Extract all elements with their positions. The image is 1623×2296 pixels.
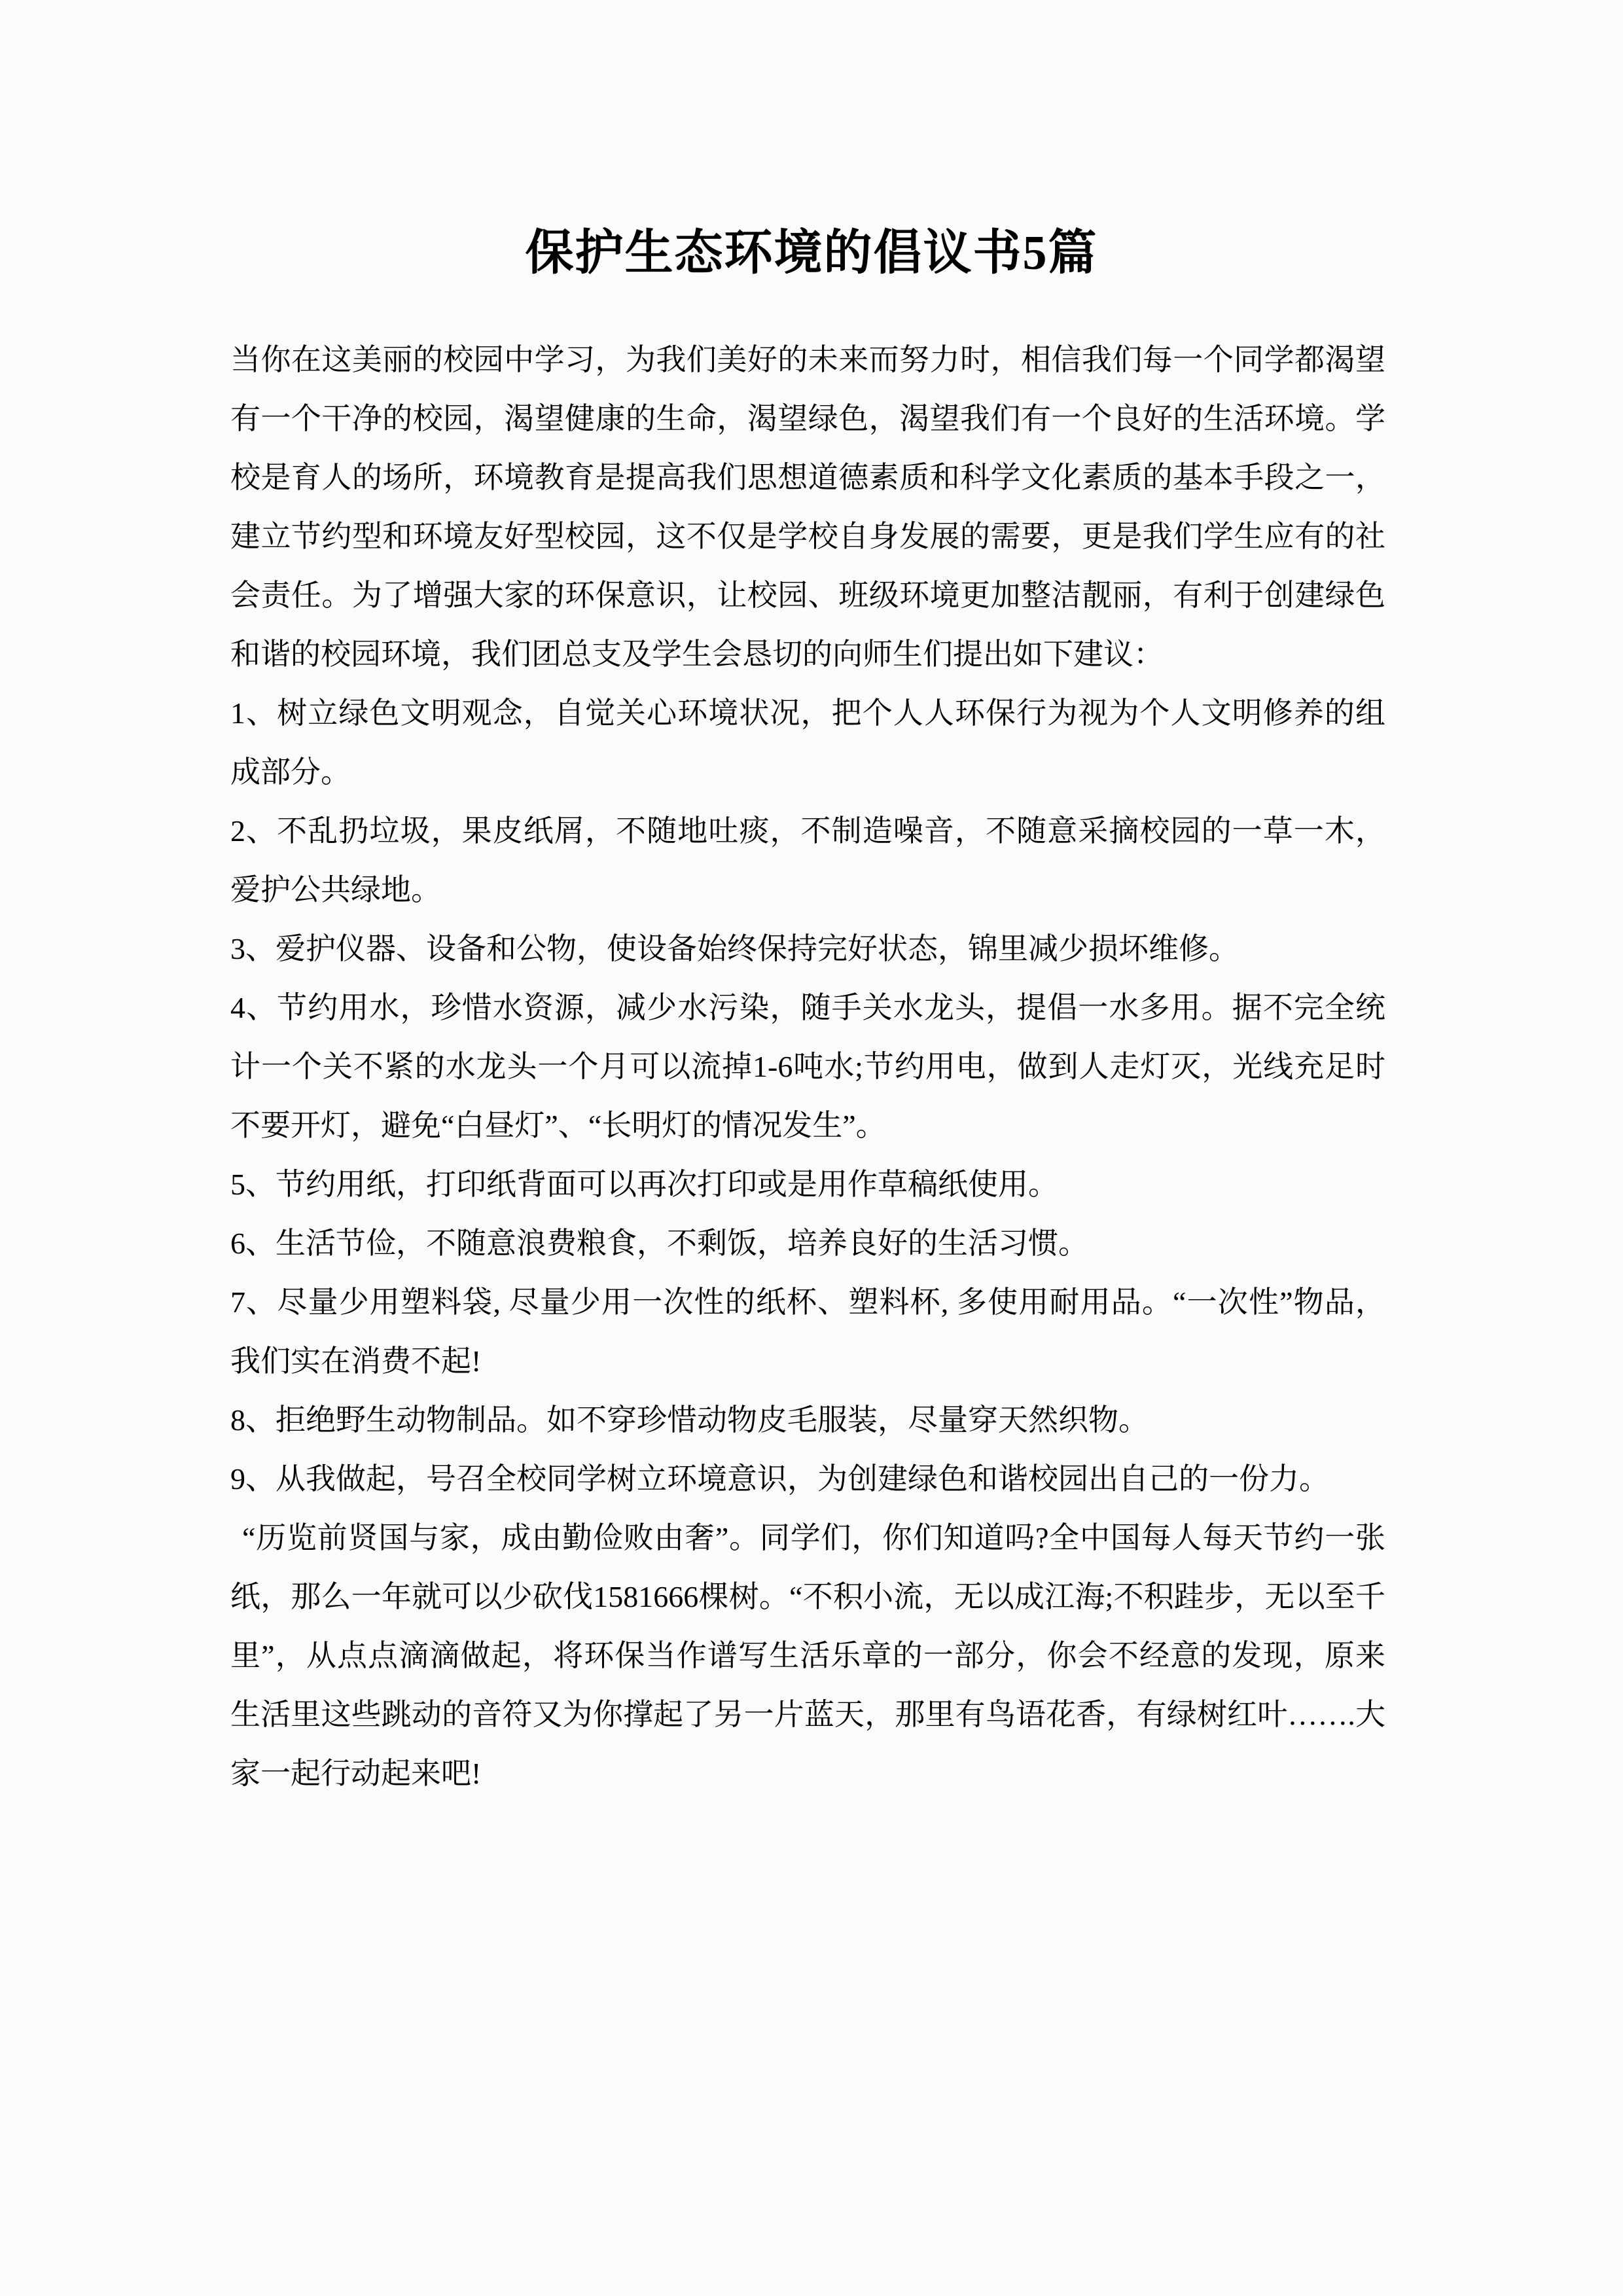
list-item-7: 7、尽量少用塑料袋, 尽量少用一次性的纸杯、塑料杯, 多使用耐用品。“一次性”物品，我们实在消费不起! (230, 1285, 1385, 1378)
list-item-1: 1、树立绿色文明观念，自觉关心环境状况，把个人人环保行为视为个人文明修养的组成部分。 (230, 696, 1385, 789)
list-item-9: 9、从我做起，号召全校同学树立环境意识，为创建绿色和谐校园出自己的一份力。 (230, 1462, 1329, 1496)
list-item-6: 6、生活节俭，不随意浪费粮食，不剩饭，培养良好的生活习惯。 (230, 1227, 1088, 1260)
document-body (230, 331, 1385, 1803)
page-title: 保护生态环境的倡议书5篇 (525, 226, 1098, 280)
paragraph-closing: “历览前贤国与家，成由勤俭败由奢”。同学们，你们知道吗?全中国每人每天节约一张纸，那么一年就可以少砍伐1581666棵树。“不积小流，无以成江海;不积跬步，无以至千里”，从点点滴滴做起，将环保当作谱写生活乐章的一部分，你会不经意的发现，原来生活里这些跳动的音符又为你撑起了另一片蓝天，那里有鸟语花香，有绿树红叶…….大家一起行动起来吧! (230, 1521, 1385, 1790)
paragraph-intro: 当你在这美丽的校园中学习，为我们美好的未来而努力时，相信我们每一个同学都渴望有一个干净的校园，渴望健康的生命，渴望绿色，渴望我们有一个良好的生活环境。学校是育人的场所，环境教育是提高我们思想道德素质和科学文化素质的基本手段之一，建立节约型和环境友好型校园，这不仅是学校自身发展的需要，更是我们学生应有的社会责任。为了增强大家的环保意识，让校园、班级环境更加整洁靓丽，有利于创建绿色和谐的校园环境，我们团总支及学生会恳切的向师生们提出如下建议： (230, 343, 1385, 671)
list-item-4: 4、节约用水，珍惜水资源，减少水污染，随手关水龙头，提倡一水多用。据不完全统计一个关不紧的水龙头一个月可以流掉1-6吨水;节约用电，做到人走灯灭，光线充足时不要开灯，避免“白昼灯”、“长明灯的情况发生”。 (230, 991, 1385, 1142)
list-item-8: 8、拒绝野生动物制品。如不穿珍惜动物皮毛服装，尽量穿天然织物。 (230, 1403, 1149, 1437)
list-item-3: 3、爱护仪器、设备和公物，使设备始终保持完好状态，锦里减少损坏维修。 (230, 932, 1239, 965)
list-item-5: 5、节约用纸，打印纸背面可以再次打印或是用作草稿纸使用。 (230, 1168, 1058, 1201)
list-item-2: 2、不乱扔垃圾，果皮纸屑，不随地吐痰，不制造噪音，不随意采摘校园的一草一木，爱护公共绿地。 (230, 814, 1385, 906)
